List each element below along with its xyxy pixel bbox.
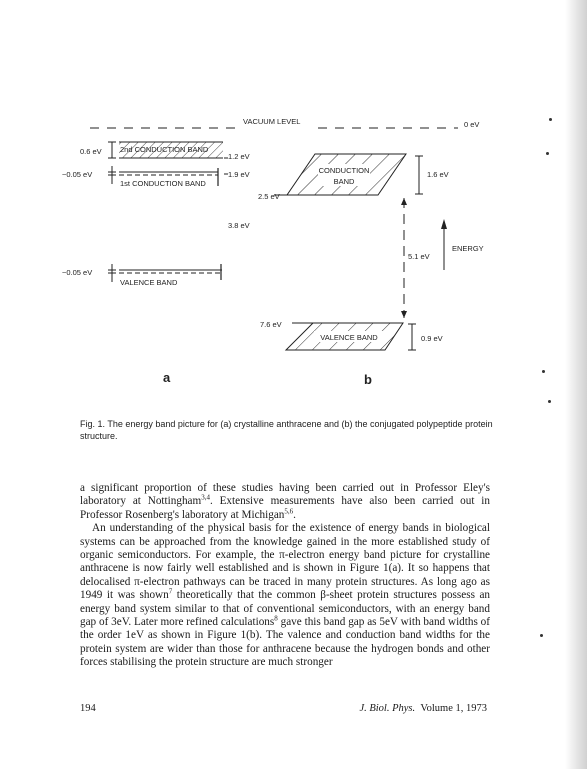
text-run: . [293, 508, 296, 521]
text-run: a significant proportion of these studies having been carried out in Professor Eley's laboratory at Nottingham [80, 482, 490, 508]
text-run: . Extensive measurements have also been carried out in Professor Rosenberg's laboratory at Michigan [80, 495, 490, 521]
panel-label-a: a [163, 370, 171, 385]
first-conduction-band-label: 1st CONDUCTION BAND [120, 179, 206, 188]
figure-caption: Fig. 1. The energy band picture for (a) crystalline anthracene and (b) the conjugated polypeptide protein structure. [80, 419, 493, 441]
valence-band-b-width: 0.9 eV [421, 334, 443, 343]
conduction-band-b-energy: 2.5 eV [258, 192, 280, 201]
scan-speck [548, 400, 551, 403]
valence-band-width-label-a: ~0.05 eV [62, 268, 93, 277]
scan-speck [540, 634, 543, 637]
second-conduction-band-label: 2nd CONDUCTION BAND [120, 145, 209, 154]
conduction-band-b-width: 1.6 eV [427, 170, 449, 179]
first-band-width-label: ~0.05 eV [62, 170, 93, 179]
second-band-energy-label: 1.2 eV [228, 152, 250, 161]
arrow-head [401, 311, 407, 318]
energy-arrow-head [441, 219, 447, 229]
text-run: gave this band gap as 5eV with band widths of the order 1eV as shown in Figure 1(b). The valence and conduction band widths for the protein system are wider than those for anthracene because the hydrogen bonds and other forces stabilising the protein structure are much stronger [80, 616, 490, 669]
journal-name: J. Biol. Phys. [359, 703, 416, 714]
article-body [80, 482, 490, 670]
second-band-width-label: 0.6 eV [80, 147, 102, 156]
arrow-head [401, 198, 407, 205]
zero-ev-label: 0 eV [464, 120, 480, 129]
conduction-band-b-label-1: CONDUCTION [318, 166, 370, 175]
valence-band-label-a: VALENCE BAND [120, 278, 178, 287]
reference-superscript: 7 [168, 587, 173, 596]
valence-band-b-energy: 7.6 eV [260, 320, 282, 329]
text-run: theoretically that the common β-sheet protein structures possess an energy band system similar to that of conventional semiconductors, with an energy band gap of 3eV. Later more refined calculations [80, 589, 490, 629]
reference-superscript: 3,4 [201, 493, 210, 502]
reference-superscript: 8 [274, 614, 278, 623]
page-number: 194 [80, 703, 96, 714]
conduction-band-b-label-2: BAND [333, 177, 355, 186]
valence-band-b-label: VALENCE BAND [320, 333, 378, 342]
band-gap-b-label: 5.1 eV [408, 252, 430, 261]
gap-energy-label: 3.8 eV [228, 221, 250, 230]
first-band-energy-label: 1.9 eV [228, 170, 250, 179]
paragraph-1 [80, 482, 490, 522]
reference-superscript: 5,6 [284, 507, 294, 516]
energy-axis-label: ENERGY [452, 244, 484, 253]
vacuum-level-label: VACUUM LEVEL [243, 117, 301, 126]
panel-label-b: b [364, 372, 372, 387]
journal-citation [359, 703, 487, 714]
paragraph-2 [80, 522, 490, 669]
text-run: An understanding of the physical basis for the existence of energy bands in biological systems can be approached from the knowledge gained in the more established study of organic semiconductors. For example, the π-electron energy band picture for crystalline anthracene is now fairly well established and is shown in Figure 1(a). It so happens that delocalised π-electron pathways can be traced in many protein structures. As long ago as 1949 it was shown [80, 522, 490, 602]
journal-volume: Volume 1, 1973 [420, 703, 487, 714]
